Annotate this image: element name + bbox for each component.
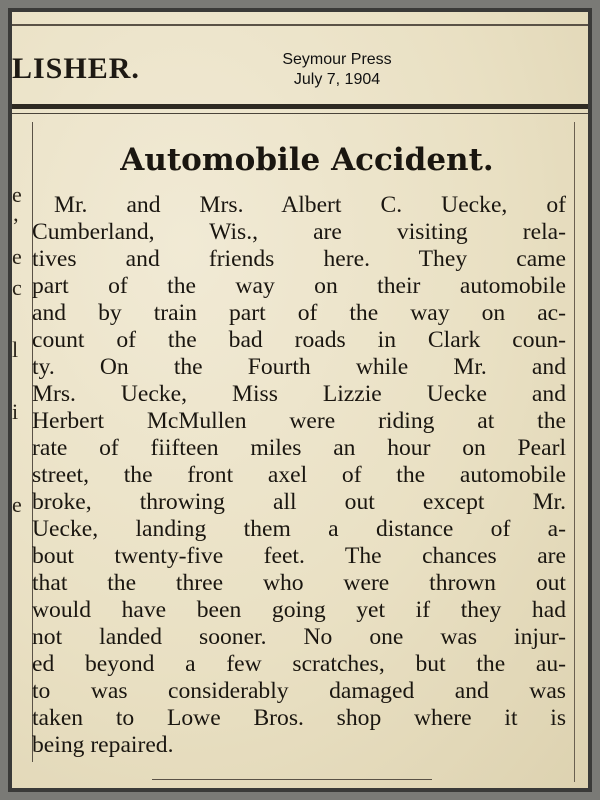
margin-fragment [12,461,26,492]
article-line: Cumberland, Wis., are visiting rela- [32,219,566,245]
margin-fragment: c [12,275,22,300]
article-line: broke, throwing all out except Mr. [32,489,566,515]
article-line: rate of fiifteen miles an hour on Pearl [32,435,566,461]
margin-fragment: e [12,244,22,269]
article-line: being repaired. [32,732,174,758]
bottom-rule [152,779,432,780]
source-caption [252,50,422,90]
article-line: taken to Lowe Bros. shop where it is [32,705,566,731]
margin-fragment: l [12,337,19,362]
article-line: not landed sooner. No one was injur- [32,624,566,650]
masthead-rule [12,104,588,109]
caption-source: Seymour Press [282,51,392,68]
margin-fragment: e [12,182,22,207]
article-line: Uecke, landing them a distance of a- [32,516,566,542]
article-line: ed beyond a few scratches, but the au- [32,651,566,677]
article-line: Mr. and Mrs. Albert C. Uecke, of [54,192,566,218]
article-line: tives and friends here. They came [32,246,566,272]
margin-fragment: i [12,399,19,424]
article-line: count of the bad roads in Clark coun- [32,327,566,353]
article-line: part of the way on their automobile [32,273,566,299]
left-column-fragments [12,182,26,523]
newspaper-clipping [12,12,588,788]
article-line: ty. On the Fourth while Mr. and [32,354,566,380]
article-line: street, the front axel of the automobile [32,462,566,488]
article-line: to was considerably damaged and was [32,678,566,704]
margin-fragment [12,306,26,337]
masthead-fragment: LISHER. [12,52,140,85]
margin-fragment [12,368,26,399]
masthead-rule-thin [12,113,588,114]
article-line: bout twenty-five feet. The chances are [32,543,566,569]
caption-date: July 7, 1904 [293,71,381,88]
margin-fragment [12,430,26,461]
column-divider-right [574,122,575,782]
article-headline: Automobile Accident. [120,142,494,178]
article-line: Mrs. Uecke, Miss Lizzie Uecke and [32,381,566,407]
article-body [32,192,566,759]
margin-fragment: e [12,492,22,517]
top-rule [12,24,588,26]
article-line: that the three who were thrown out [32,570,566,596]
margin-fragment: ’ [12,213,20,238]
article-line: Herbert McMullen were riding at the [32,408,566,434]
article-line: and by train part of the way on ac- [32,300,566,326]
article-line: would have been going yet if they had [32,597,566,623]
